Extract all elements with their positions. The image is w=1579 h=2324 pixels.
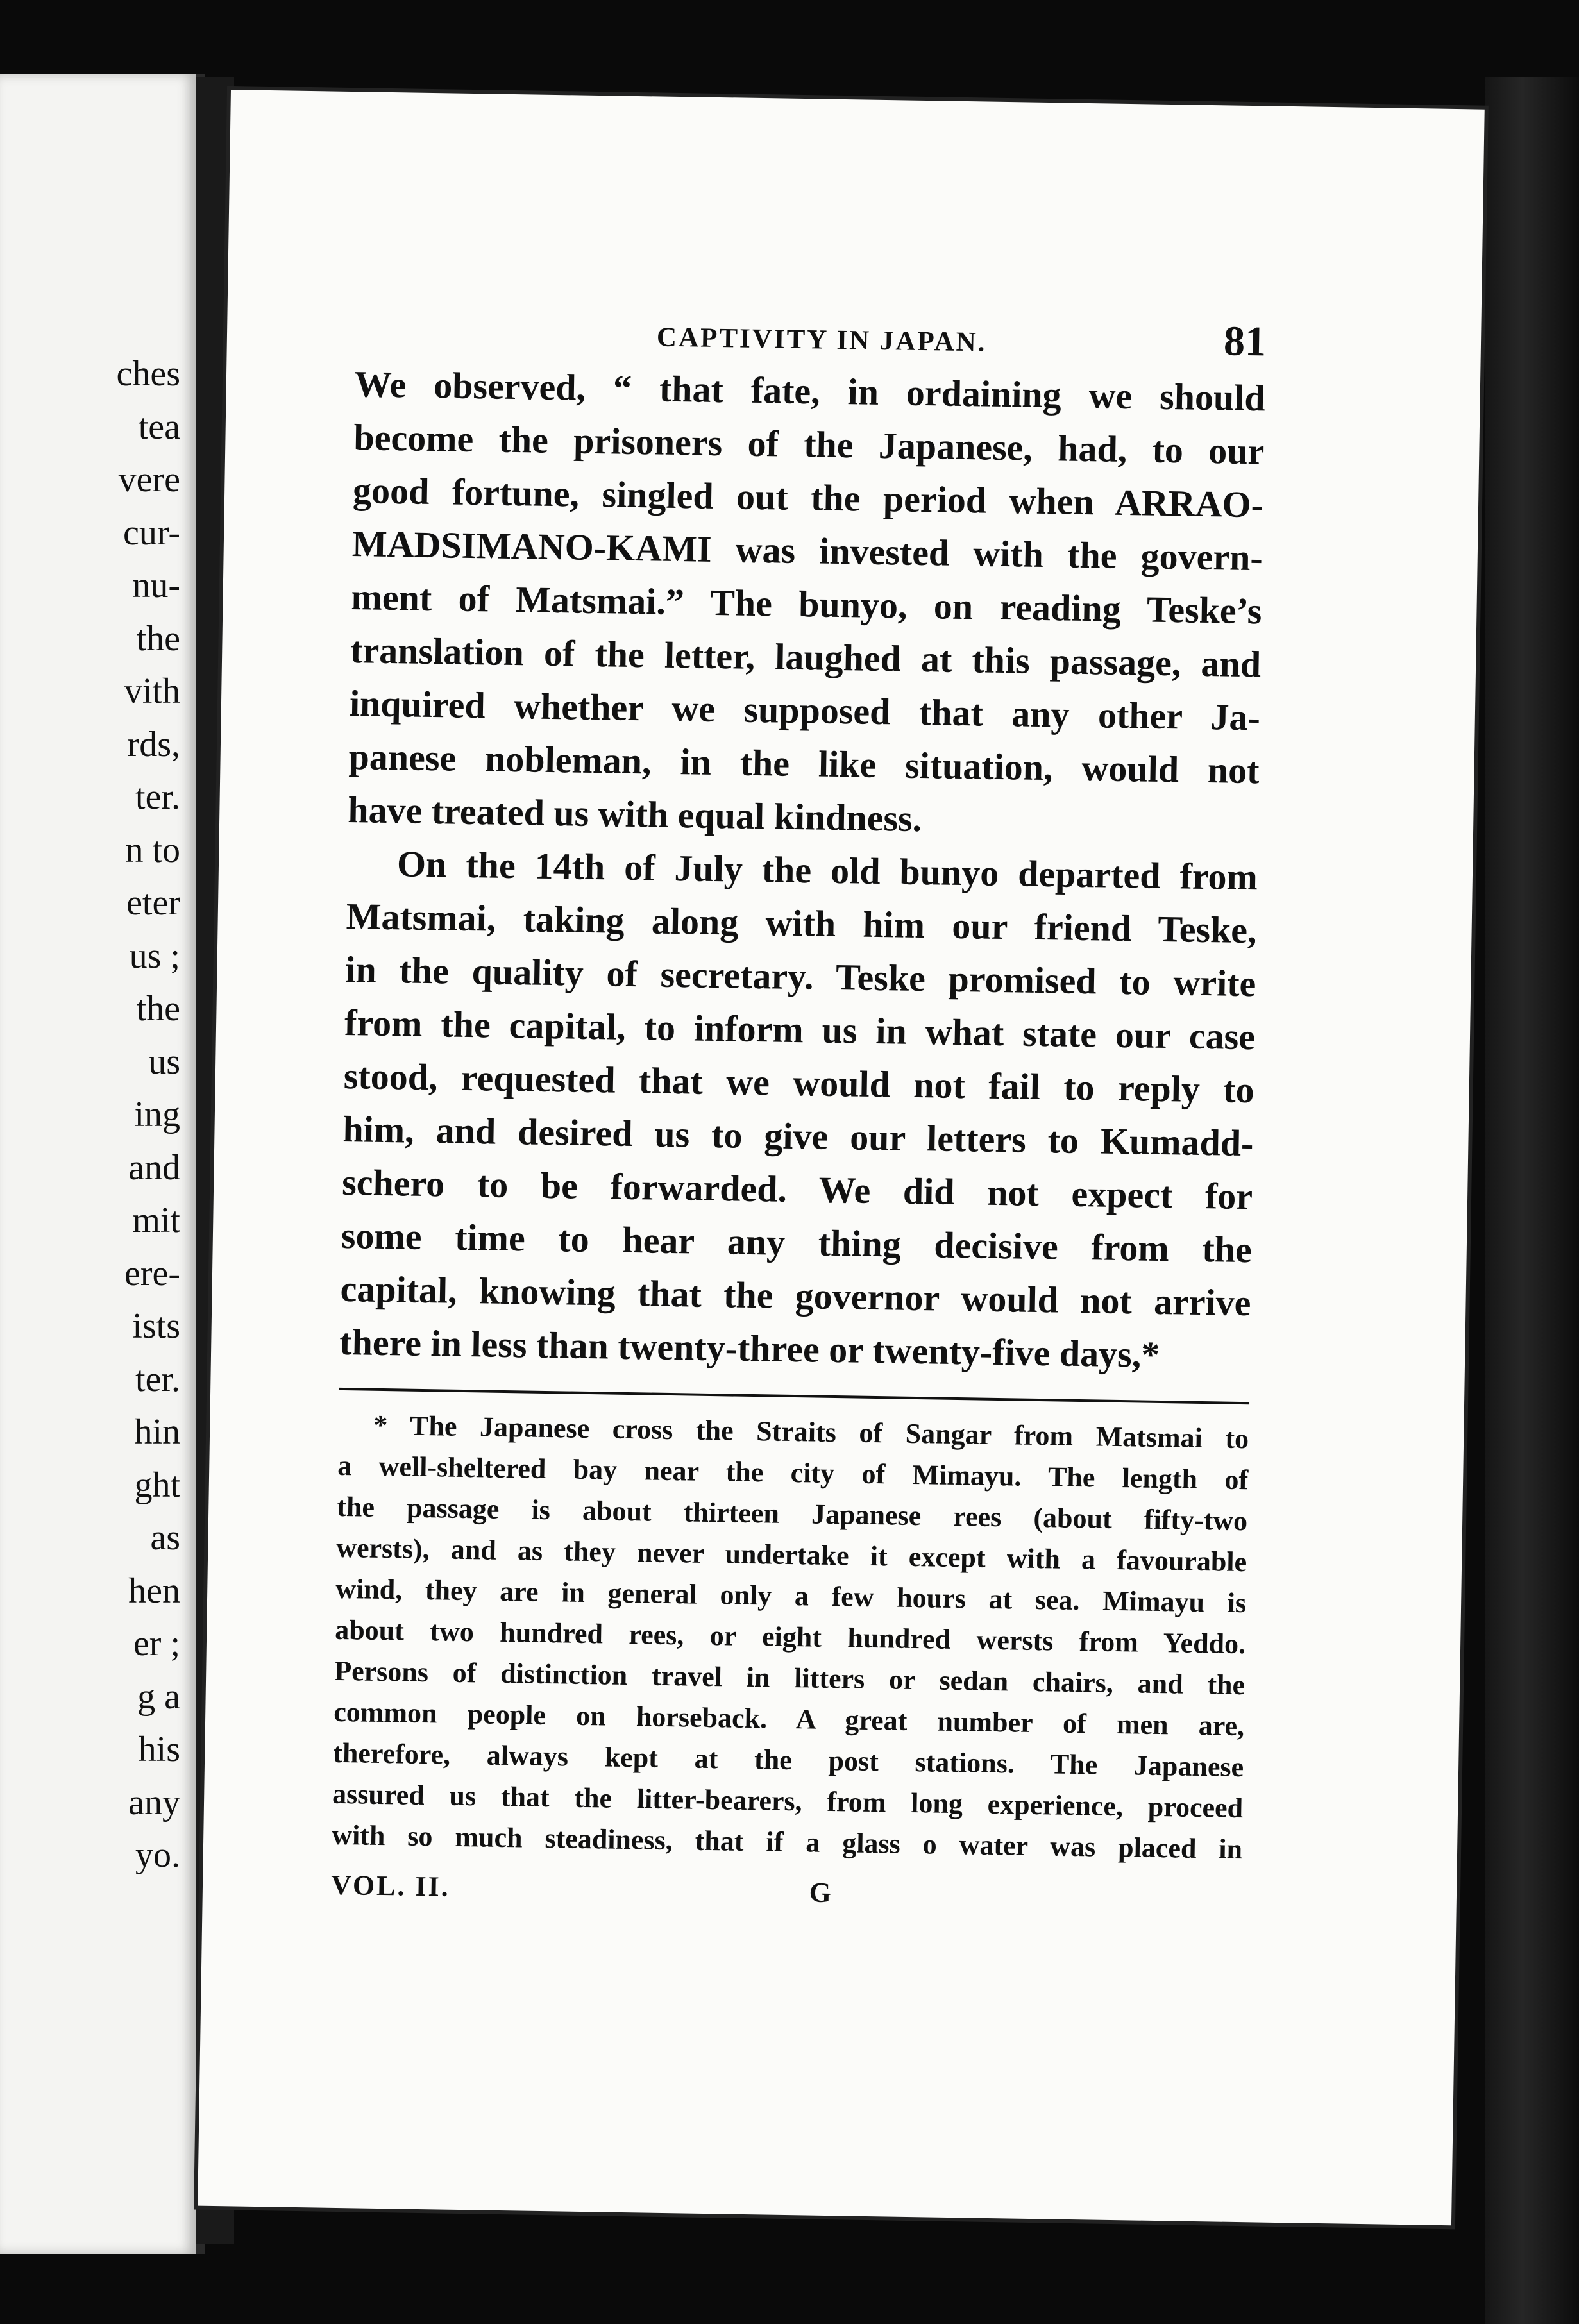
facing-page-line: eter	[126, 883, 180, 923]
facing-page-line: ter.	[135, 777, 180, 817]
body-line: MADSIMANO-KAMI was invested with the govern-	[351, 523, 1263, 579]
book-page	[198, 90, 1485, 2225]
footnote-line: about two hundred rees, or eight hundred wersts from Yeddo.	[334, 1613, 1246, 1660]
signature-mark: G	[809, 1876, 834, 1909]
facing-page-line: ght	[134, 1465, 180, 1505]
facing-page-line: the	[136, 989, 180, 1029]
facing-page-line: any	[128, 1782, 180, 1823]
body-line: some time to hear any thing decisive from the	[341, 1214, 1253, 1271]
facing-page-line: ter.	[135, 1359, 180, 1399]
body-line: panese nobleman, in the like situation, would not	[348, 736, 1260, 792]
facing-page	[0, 74, 205, 2254]
body-line: inquired whether we supposed that any other Ja-	[349, 682, 1261, 739]
body-line: him, and desired us to give our letters to Kumadd-	[342, 1107, 1254, 1165]
body-line: become the prisoners of the Japanese, had, to our	[353, 416, 1265, 473]
facing-page-line: tea	[138, 407, 180, 447]
facing-page-line: ere-	[124, 1253, 180, 1293]
page-content	[331, 303, 1267, 1916]
facing-page-line: ists	[132, 1306, 180, 1346]
body-line: stood, requested that we would not fail to reply to	[343, 1054, 1255, 1111]
body-text	[339, 357, 1266, 1383]
footnote-line: * The Japanese cross the Straits of Sangar from Matsmai to	[373, 1409, 1249, 1455]
facing-page-line: mit	[132, 1200, 180, 1240]
body-line: from the capital, to inform us in what state our case	[344, 1001, 1256, 1058]
body-line: good fortune, singled out the period when ARRAO-	[352, 469, 1264, 526]
facing-page-line: yo.	[135, 1835, 180, 1875]
footnote-line: the passage is about thirteen Japanese rees (about fifty-two	[336, 1490, 1248, 1537]
running-head	[355, 303, 1267, 366]
body-line: translation of the letter, laughed at this passage, and	[350, 629, 1262, 686]
facing-page-line: n to	[125, 830, 180, 870]
footnote-rule	[339, 1388, 1249, 1404]
facing-page-line: as	[150, 1518, 180, 1558]
facing-page-line: nu-	[132, 566, 180, 605]
body-line: there in less than twenty-three or twenty-five days,*	[339, 1320, 1160, 1376]
footnote-line: wind, they are in general only a few hours at sea. Mimayu is	[335, 1572, 1247, 1619]
facing-page-line: ches	[116, 354, 180, 394]
footnote-line: assured us that the litter-bearers, from long experience, proceed	[332, 1778, 1244, 1824]
footnote-line: a well-sheltered bay near the city of Mimayu. The length of	[337, 1449, 1249, 1496]
body-line: schero to be forwarded. We did not expect for	[341, 1161, 1253, 1218]
footnote	[332, 1404, 1249, 1870]
facing-page-line: us ;	[129, 936, 180, 976]
page-edge	[1485, 77, 1579, 2324]
footnote-line: with so much steadiness, that if a glass o water was placed in	[331, 1819, 1243, 1865]
page-number: 81	[1223, 317, 1267, 366]
facing-page-line: vere	[118, 460, 180, 500]
body-line: capital, knowing that the governor would not arrive	[340, 1267, 1251, 1324]
facing-page-line: vith	[124, 671, 180, 711]
body-line: On the 14th of July the old bunyo departed from	[396, 843, 1258, 898]
facing-page-line: rds,	[127, 724, 180, 764]
body-line: in the quality of secretary. Teske promised to write	[344, 948, 1256, 1005]
facing-page-line: ing	[134, 1095, 180, 1134]
facing-page-line: g a	[137, 1676, 180, 1717]
footnote-line: therefore, always kept at the post stations. The Japanese	[332, 1737, 1244, 1783]
footnote-line: wersts), and as they never undertake it except with a favourable	[335, 1531, 1247, 1578]
facing-page-line: the	[136, 618, 180, 659]
volume-label: VOL. II.	[330, 1869, 451, 1903]
body-line: Matsmai, taking along with him our friend Teske,	[346, 895, 1258, 952]
facing-page-line: hen	[128, 1570, 180, 1611]
page-footer	[331, 1869, 1242, 1916]
facing-page-line: us	[148, 1041, 180, 1082]
facing-page-line: cur-	[122, 512, 180, 553]
facing-page-line: hin	[134, 1412, 180, 1452]
footnote-line: common people on horseback. A great number of men are,	[333, 1696, 1245, 1742]
body-line: ment of Matsmai.” The bunyo, on reading Teske’s	[351, 576, 1262, 632]
facing-page-line: his	[138, 1730, 180, 1769]
facing-page-line: and	[128, 1147, 180, 1188]
facing-page-line: er ;	[133, 1624, 180, 1663]
footnote-line: Persons of distinction travel in litters or sedan chairs, and the	[334, 1655, 1245, 1701]
body-line: We observed, “ that fate, in ordaining we should	[354, 363, 1266, 419]
running-head-title: CAPTIVITY IN JAPAN.	[656, 322, 987, 358]
body-line: have treated us with equal kindness.	[347, 789, 922, 840]
